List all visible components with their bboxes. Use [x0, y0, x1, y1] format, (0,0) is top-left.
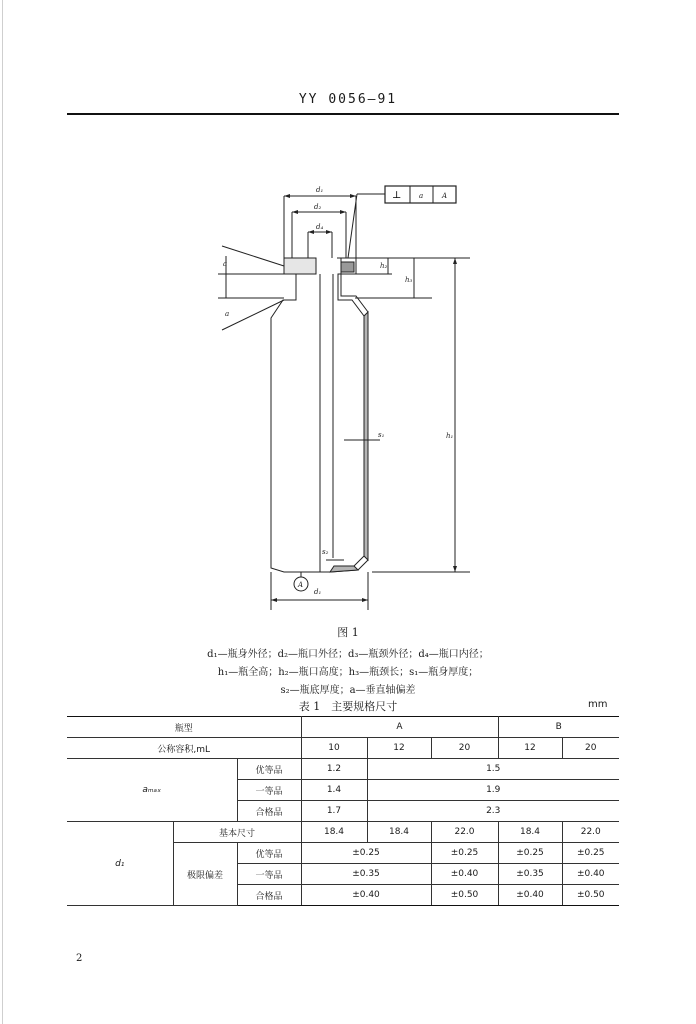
header-type-b: B: [498, 717, 619, 738]
capacity-cell: 10: [301, 738, 367, 759]
label-s2: s₂: [322, 548, 329, 556]
grade-cell: 一等品: [237, 780, 301, 801]
label-a-bottom: a: [225, 310, 230, 318]
a-max-label: aₘₐₓ: [67, 759, 237, 822]
capacity-cell: 20: [431, 738, 498, 759]
value-cell: ±0.40: [498, 885, 562, 906]
grade-cell: 优等品: [237, 843, 301, 864]
value-cell: ±0.25: [431, 843, 498, 864]
value-cell: 22.0: [431, 822, 498, 843]
table-row: [67, 717, 619, 738]
caption-line-2: h₁—瓶全高；h₂—瓶口高度；h₃—瓶颈长；s₁—瓶身厚度；: [217, 667, 479, 678]
value-cell: ±0.35: [498, 864, 562, 885]
table-title: 表 1 主要规格尺寸: [298, 700, 398, 713]
label-d1-bottom: d₁: [314, 588, 322, 596]
standard-code: YY 0056—91: [298, 92, 398, 107]
value-cell: 1.5: [367, 759, 619, 780]
tolerance-datum: A: [442, 192, 448, 200]
value-cell: ±0.40: [562, 864, 619, 885]
label-h3: h₃: [405, 276, 413, 284]
label-s1: s₁: [378, 431, 385, 439]
bottle-outline: [271, 258, 330, 572]
label-d2: d₂: [314, 203, 322, 211]
value-cell: ±0.25: [562, 843, 619, 864]
table-row: [67, 759, 619, 780]
value-cell: 18.4: [498, 822, 562, 843]
label-d1: d₁: [316, 186, 324, 194]
value-cell: ±0.50: [431, 885, 498, 906]
grade-cell: 合格品: [237, 885, 301, 906]
figure-label: 图 1: [337, 626, 359, 639]
capacity-cell: 12: [367, 738, 431, 759]
grade-cell: 一等品: [237, 864, 301, 885]
label-datum: A: [298, 581, 304, 589]
page-number: 2: [76, 953, 83, 964]
value-cell: 1.2: [301, 759, 367, 780]
value-cell: 22.0: [562, 822, 619, 843]
tolerance-a: a: [419, 192, 424, 200]
label-d4: d₄: [316, 223, 324, 231]
header-bottle-type: 瓶型: [67, 717, 301, 738]
basic-size-label: 基本尺寸: [173, 822, 301, 843]
limit-dev-label: 极限偏差: [173, 843, 237, 906]
header-type-a: A: [301, 717, 498, 738]
caption-line-3: s₂—瓶底厚度；a—垂直轴偏差: [280, 685, 416, 696]
value-cell: 1.4: [301, 780, 367, 801]
value-cell: ±0.40: [431, 864, 498, 885]
capacity-label: 公称容积,mL: [67, 738, 301, 759]
capacity-cell: 12: [498, 738, 562, 759]
value-cell: ±0.35: [301, 864, 431, 885]
grade-cell: 合格品: [237, 801, 301, 822]
value-cell: ±0.40: [301, 885, 431, 906]
tolerance-symbol: ⊥: [392, 190, 402, 201]
table-unit: mm: [588, 699, 608, 710]
caption-line-1: d₁—瓶身外径；d₂—瓶口外径；d₃—瓶颈外径；d₄—瓶口内径；: [207, 649, 489, 660]
value-cell: ±0.25: [498, 843, 562, 864]
value-cell: ±0.50: [562, 885, 619, 906]
label-h2: h₂: [380, 262, 388, 270]
value-cell: 1.7: [301, 801, 367, 822]
value-cell: 2.3: [367, 801, 619, 822]
value-cell: 18.4: [301, 822, 367, 843]
value-cell: 18.4: [367, 822, 431, 843]
label-a-top: a: [223, 260, 228, 268]
value-cell: ±0.25: [301, 843, 431, 864]
grade-cell: 优等品: [237, 759, 301, 780]
spec-table: [67, 716, 619, 906]
d1-label: d₁: [67, 822, 173, 906]
table-row: [67, 738, 619, 759]
label-h1: h₁: [446, 432, 454, 440]
value-cell: 1.9: [367, 780, 619, 801]
capacity-cell: 20: [562, 738, 619, 759]
table-row: [67, 822, 619, 843]
